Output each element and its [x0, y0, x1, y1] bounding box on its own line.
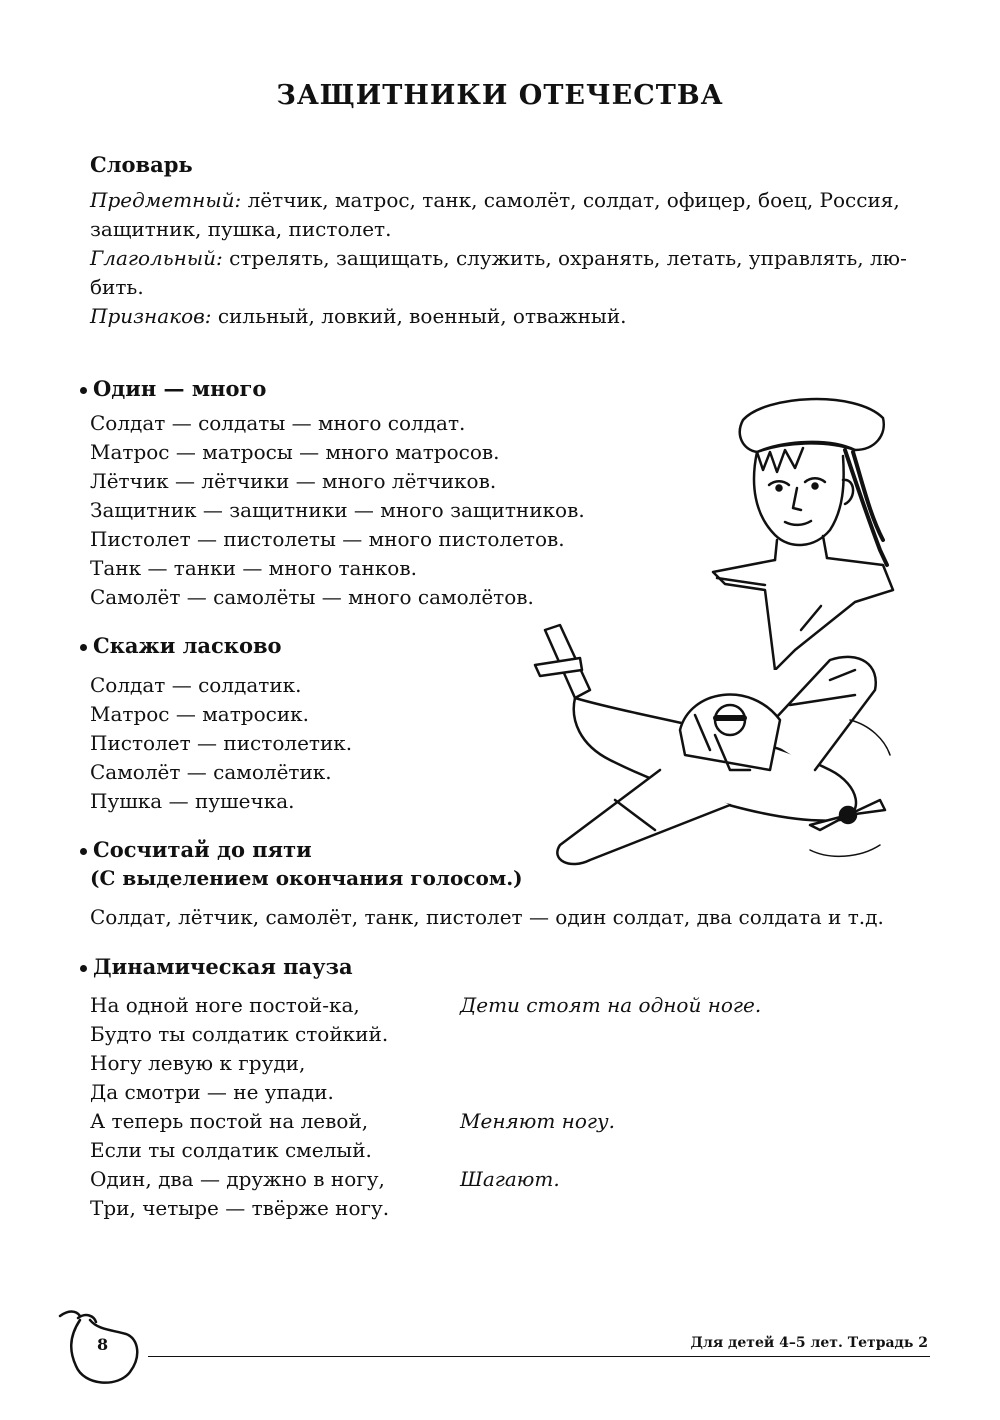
list-item: Пистолет — пистолетик. — [90, 731, 353, 755]
page-number: 8 — [97, 1335, 109, 1354]
list-item: Матрос — матросик. — [90, 702, 310, 726]
airplane-illustration — [530, 620, 900, 880]
vocab-verb-line2: бить. — [90, 275, 144, 299]
page-title: ЗАЩИТНИКИ ОТЕЧЕСТВА — [276, 80, 724, 111]
pause-poem — [90, 991, 389, 1223]
poem-line: Если ты солдатик смелый. — [90, 1138, 372, 1162]
vocab-subject-label: Предметный: — [90, 188, 242, 212]
poem-line: Да смотри — не упади. — [90, 1080, 334, 1104]
count-heading: Сосчитай до пяти — [80, 837, 312, 862]
vocab-block — [90, 186, 907, 331]
list-item: Пушка — пушечка. — [90, 789, 295, 813]
vocab-verb-label: Глагольный: — [90, 246, 223, 270]
vocab-subject-line1: лётчик, матрос, танк, самолёт, солдат, офицер, боец, Россия, — [241, 188, 900, 212]
list-item: Лётчик — лётчики — много лётчиков. — [90, 469, 497, 493]
pause-action-3: Шагают. — [460, 1167, 560, 1191]
pause-heading: Динамическая пауза — [80, 954, 353, 979]
poem-line: Три, четыре — твёрже ногу. — [90, 1196, 390, 1220]
count-note: (С выделением окончания голосом.) — [90, 866, 523, 890]
bullet-icon — [80, 387, 87, 394]
poem-line: Ногу левую к груди, — [90, 1051, 306, 1075]
poem-line: На одной ноге постой-ка, — [90, 993, 360, 1017]
bullet-icon — [80, 965, 87, 972]
list-item: Самолёт — самолётик. — [90, 760, 332, 784]
footer-text: Для детей 4–5 лет. Тетрадь 2 — [690, 1335, 928, 1351]
list-item: Пистолет — пистолеты — много пистолетов. — [90, 527, 565, 551]
vocab-attr-text: сильный, ловкий, военный, отважный. — [211, 304, 627, 328]
list-item: Танк — танки — много танков. — [90, 556, 417, 580]
vocab-verb-line1: стрелять, защищать, служить, охранять, летать, управлять, лю- — [222, 246, 907, 270]
list-item: Матрос — матросы — много матросов. — [90, 440, 500, 464]
vocab-subject-line2: защитник, пушка, пистолет. — [90, 217, 392, 241]
poem-line: Будто ты солдатик стойкий. — [90, 1022, 389, 1046]
bullet-icon — [80, 848, 87, 855]
poem-line: А теперь постой на левой, — [90, 1109, 369, 1133]
count-text: Солдат, лётчик, самолёт, танк, пистолет — один солдат, два солдата и т.д. — [90, 905, 884, 929]
vocab-attr-label: Признаков: — [90, 304, 212, 328]
footer-divider — [148, 1356, 930, 1357]
kindly-heading: Скажи ласково — [80, 633, 282, 658]
pause-action-2: Меняют ногу. — [460, 1109, 615, 1133]
vocab-heading: Словарь — [90, 152, 193, 177]
one-many-heading: Один — много — [80, 376, 266, 401]
poem-line: Один, два — дружно в ногу, — [90, 1167, 385, 1191]
bullet-icon — [80, 644, 87, 651]
list-item: Солдат — солдаты — много солдат. — [90, 411, 466, 435]
kindly-list — [90, 671, 352, 816]
list-item: Самолёт — самолёты — много самолётов. — [90, 585, 534, 609]
list-item: Солдат — солдатик. — [90, 673, 302, 697]
pause-action-1: Дети стоят на одной ноге. — [460, 993, 762, 1017]
one-many-list — [90, 409, 585, 612]
list-item: Защитник — защитники — много защитников. — [90, 498, 585, 522]
